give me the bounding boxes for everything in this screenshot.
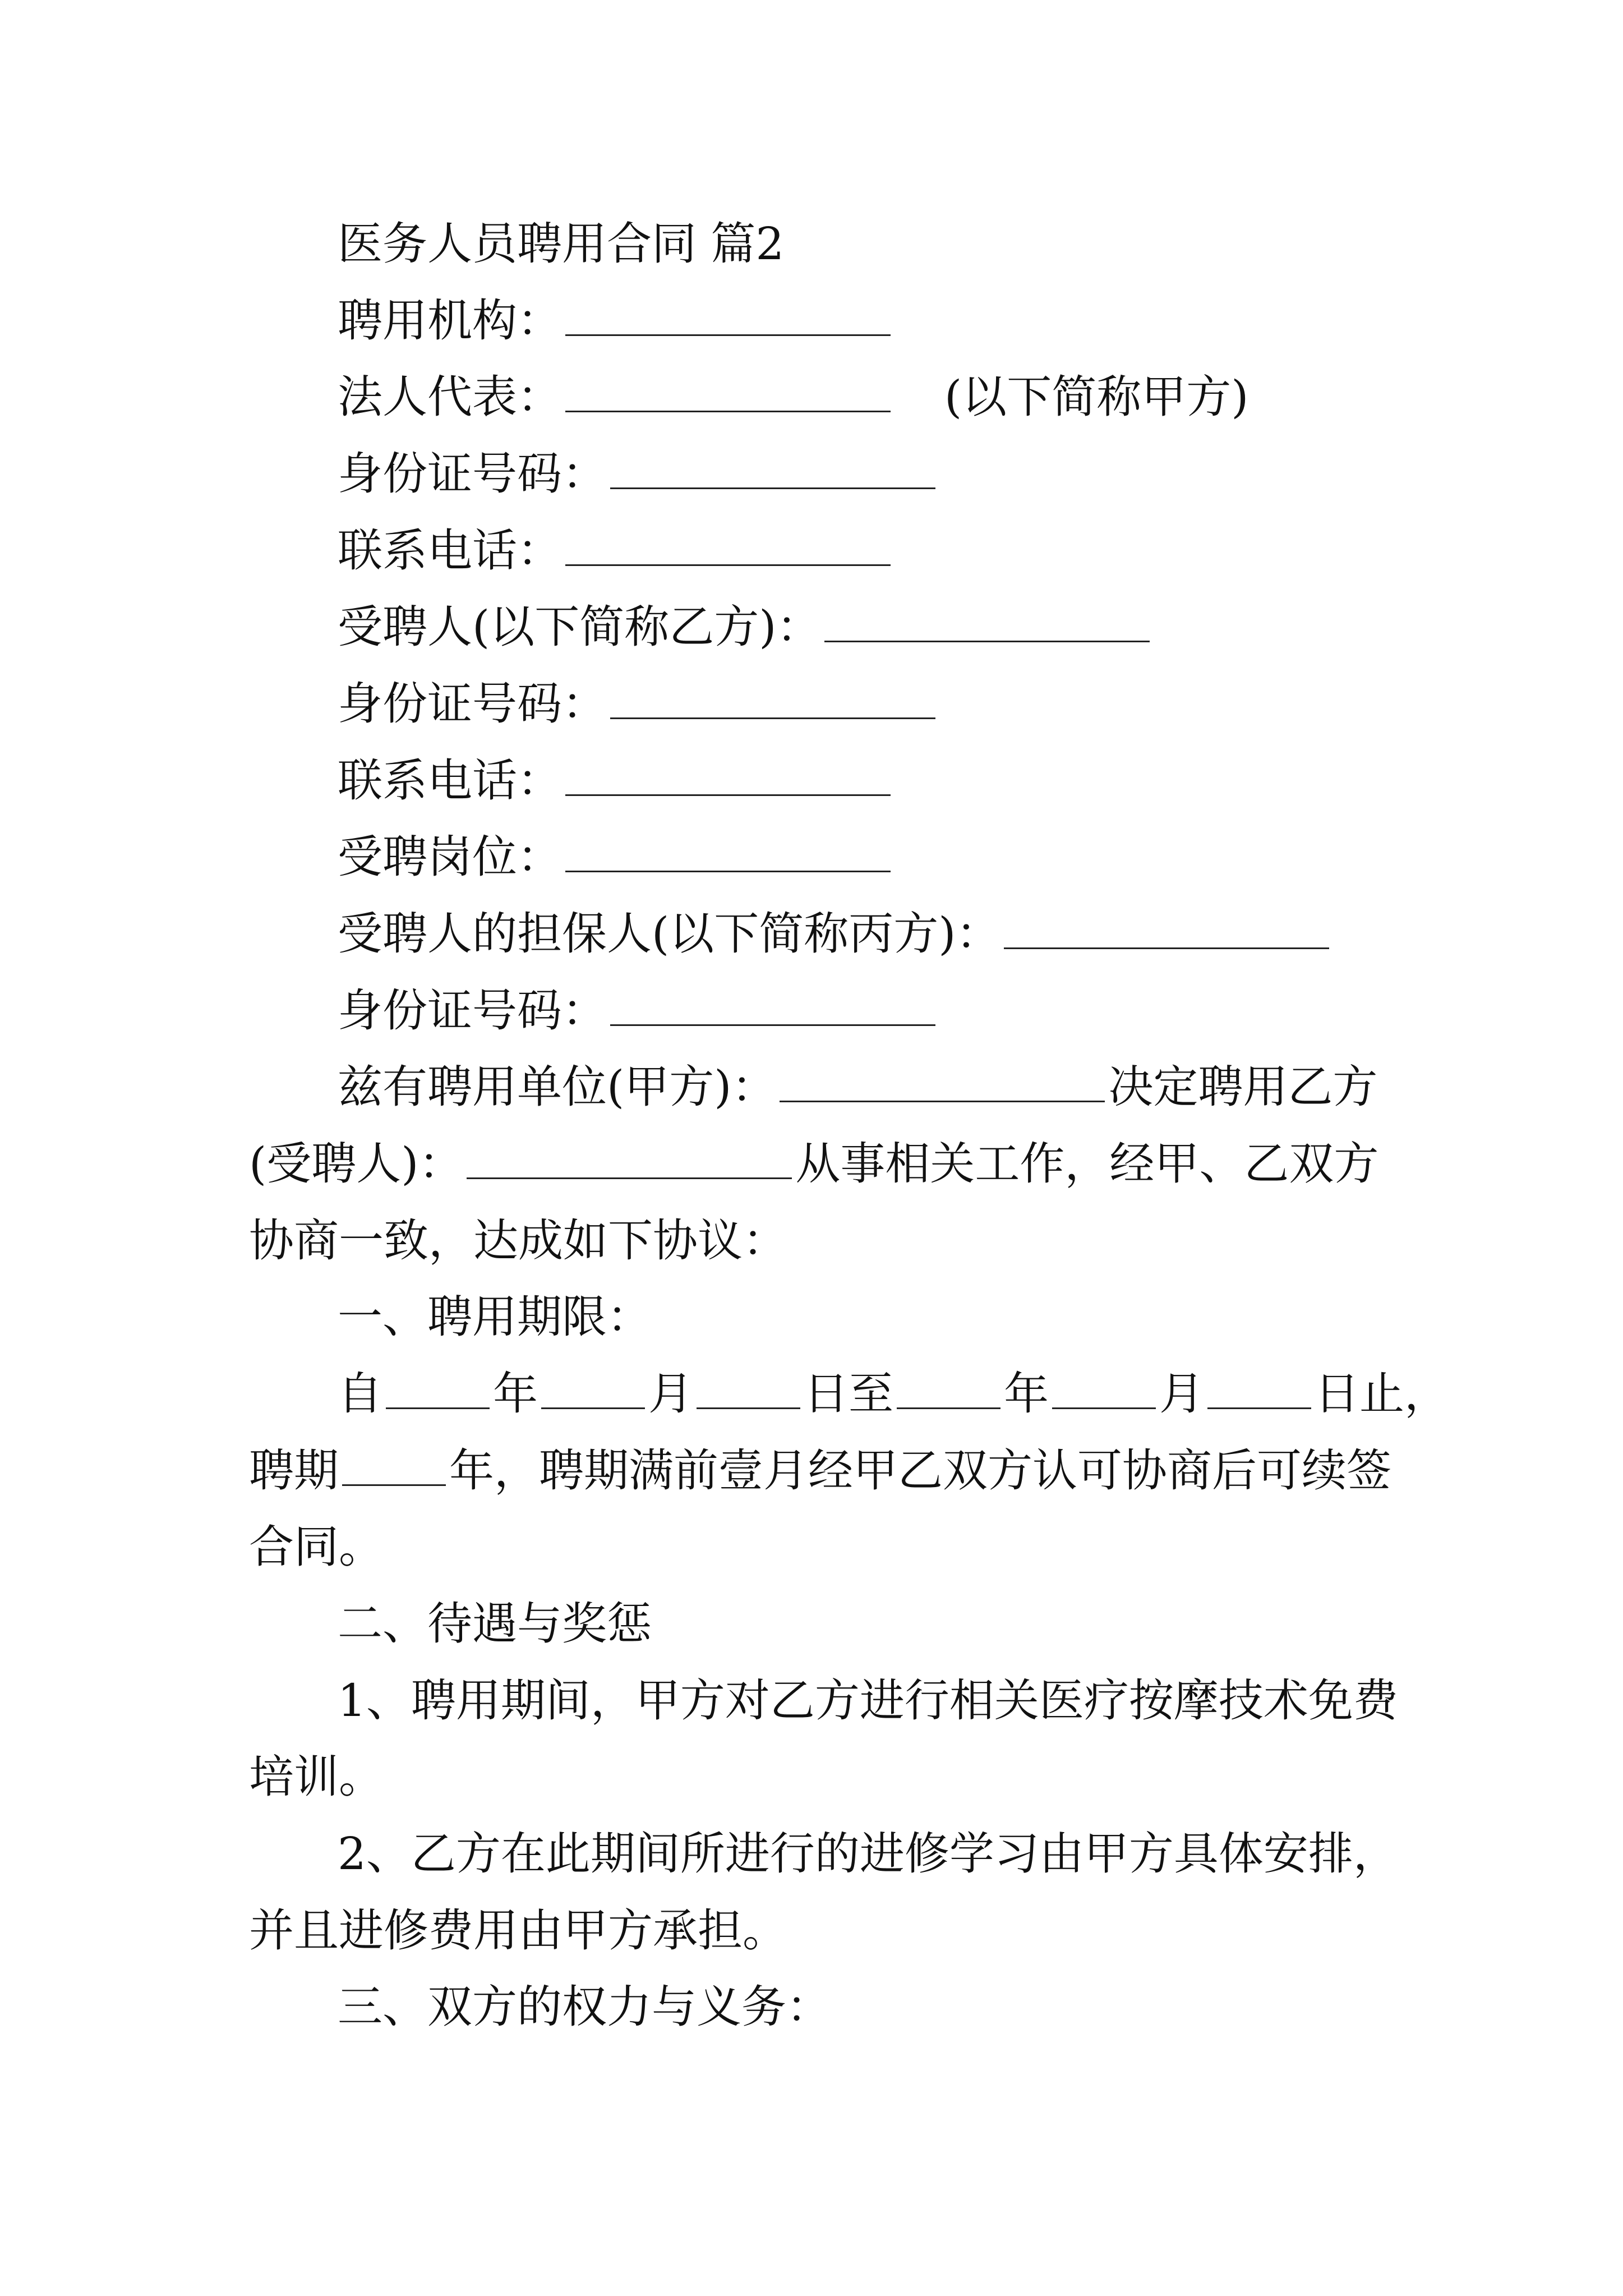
section-2-title: 二、待遇与奖惩	[338, 1598, 652, 1650]
id-number-label-1: 身份证号码：	[338, 448, 607, 500]
date-to-label: 日至	[804, 1368, 893, 1420]
term-label: 聘期	[249, 1444, 339, 1497]
document-title	[249, 216, 1387, 272]
start-year-blank[interactable]	[386, 1368, 490, 1409]
term-text-2: 合同。	[249, 1521, 384, 1573]
term-length-line	[249, 1443, 1391, 1499]
id-number-blank-2[interactable]	[610, 678, 935, 719]
phone-field-1	[249, 523, 1387, 579]
intro-text-1a: 兹有聘用单位(甲方)：	[338, 1061, 777, 1113]
id-number-field-1	[249, 446, 1387, 502]
term-length-line-2	[249, 1519, 1387, 1575]
end-year-blank[interactable]	[897, 1368, 1000, 1409]
section-1-heading	[249, 1289, 1387, 1345]
section-2-item-1	[249, 1673, 1398, 1729]
section-1-title: 一、聘用期限：	[338, 1291, 652, 1343]
term-dates-line	[249, 1366, 1449, 1422]
end-month-blank[interactable]	[1052, 1368, 1156, 1409]
phone-blank-1[interactable]	[565, 525, 891, 566]
section-3-title: 三、双方的权力与义务：	[338, 1981, 831, 2033]
item-1-text: 1、聘用期间，甲方对乙方进行相关医疗按摩技术免费	[338, 1674, 1398, 1727]
phone-label-2: 联系电话：	[338, 754, 562, 807]
date-end-label: 日止，	[1315, 1368, 1449, 1420]
section-2-item-2-cont	[249, 1903, 1387, 1959]
term-text: 年，聘期满前壹月经甲乙双方认可协商后可续签	[449, 1444, 1391, 1497]
intro-text-1b: 决定聘用乙方	[1108, 1061, 1378, 1113]
phone-field-2	[249, 753, 1387, 809]
start-day-blank[interactable]	[697, 1368, 800, 1409]
phone-label-1: 联系电话：	[338, 524, 562, 577]
id-number-blank-3[interactable]	[610, 985, 935, 1026]
id-number-blank-1[interactable]	[610, 448, 935, 489]
guarantor-blank[interactable]	[1004, 908, 1329, 949]
id-number-label-2: 身份证号码：	[338, 678, 607, 730]
end-day-blank[interactable]	[1207, 1368, 1311, 1409]
section-2-item-2	[249, 1826, 1398, 1882]
intro-text-2b: 从事相关工作，经甲、乙双方	[795, 1138, 1379, 1190]
employee-label: 受聘人(以下简称乙方)：	[338, 601, 822, 653]
title-text: 医务人员聘用合同 篇2	[338, 218, 785, 270]
id-number-label-3: 身份证号码：	[338, 984, 607, 1037]
start-month-blank[interactable]	[541, 1368, 645, 1409]
intro-line-3	[249, 1213, 1387, 1269]
id-number-field-2	[249, 676, 1387, 732]
date-from-label: 自	[338, 1368, 382, 1420]
date-year-label-1: 年	[493, 1368, 538, 1420]
intro-text-3: 协商一致，达成如下协议：	[249, 1214, 787, 1267]
intro-line-1	[249, 1059, 1387, 1115]
intro-line-2	[249, 1136, 1387, 1192]
employee-name-blank[interactable]	[467, 1138, 792, 1179]
employer-name-blank[interactable]	[780, 1061, 1105, 1102]
guarantor-label: 受聘人的担保人(以下简称丙方)：	[338, 908, 1001, 960]
id-number-field-3	[249, 983, 1387, 1039]
employer-blank[interactable]	[565, 295, 891, 336]
section-2-heading	[249, 1596, 1387, 1652]
item-1-text-cont: 培训。	[249, 1751, 384, 1803]
legal-rep-note: (以下简称甲方)	[944, 371, 1249, 423]
position-field	[249, 829, 1387, 885]
item-2-text-cont: 并且进修费用由甲方承担。	[249, 1904, 787, 1957]
date-month-label-1: 月	[648, 1368, 693, 1420]
section-2-item-1-cont	[249, 1749, 1387, 1805]
employee-field	[249, 599, 1387, 655]
phone-blank-2[interactable]	[565, 755, 891, 796]
date-month-label-2: 月	[1159, 1368, 1204, 1420]
date-year-label-2: 年	[1004, 1368, 1049, 1420]
employee-blank[interactable]	[824, 601, 1150, 642]
legal-rep-field	[249, 369, 1387, 425]
section-3-heading	[249, 1979, 1387, 2035]
guarantor-field	[249, 906, 1387, 962]
employer-field	[249, 293, 1387, 349]
employer-label: 聘用机构：	[338, 295, 562, 347]
item-2-text: 2、乙方在此期间所进行的进修学习由甲方具体安排，	[338, 1828, 1398, 1880]
intro-text-2a: (受聘人)：	[249, 1138, 464, 1190]
term-years-blank[interactable]	[342, 1445, 446, 1486]
legal-rep-blank[interactable]	[565, 371, 891, 412]
legal-rep-label: 法人代表：	[338, 371, 562, 423]
position-label: 受聘岗位：	[338, 831, 562, 883]
position-blank[interactable]	[565, 831, 891, 872]
